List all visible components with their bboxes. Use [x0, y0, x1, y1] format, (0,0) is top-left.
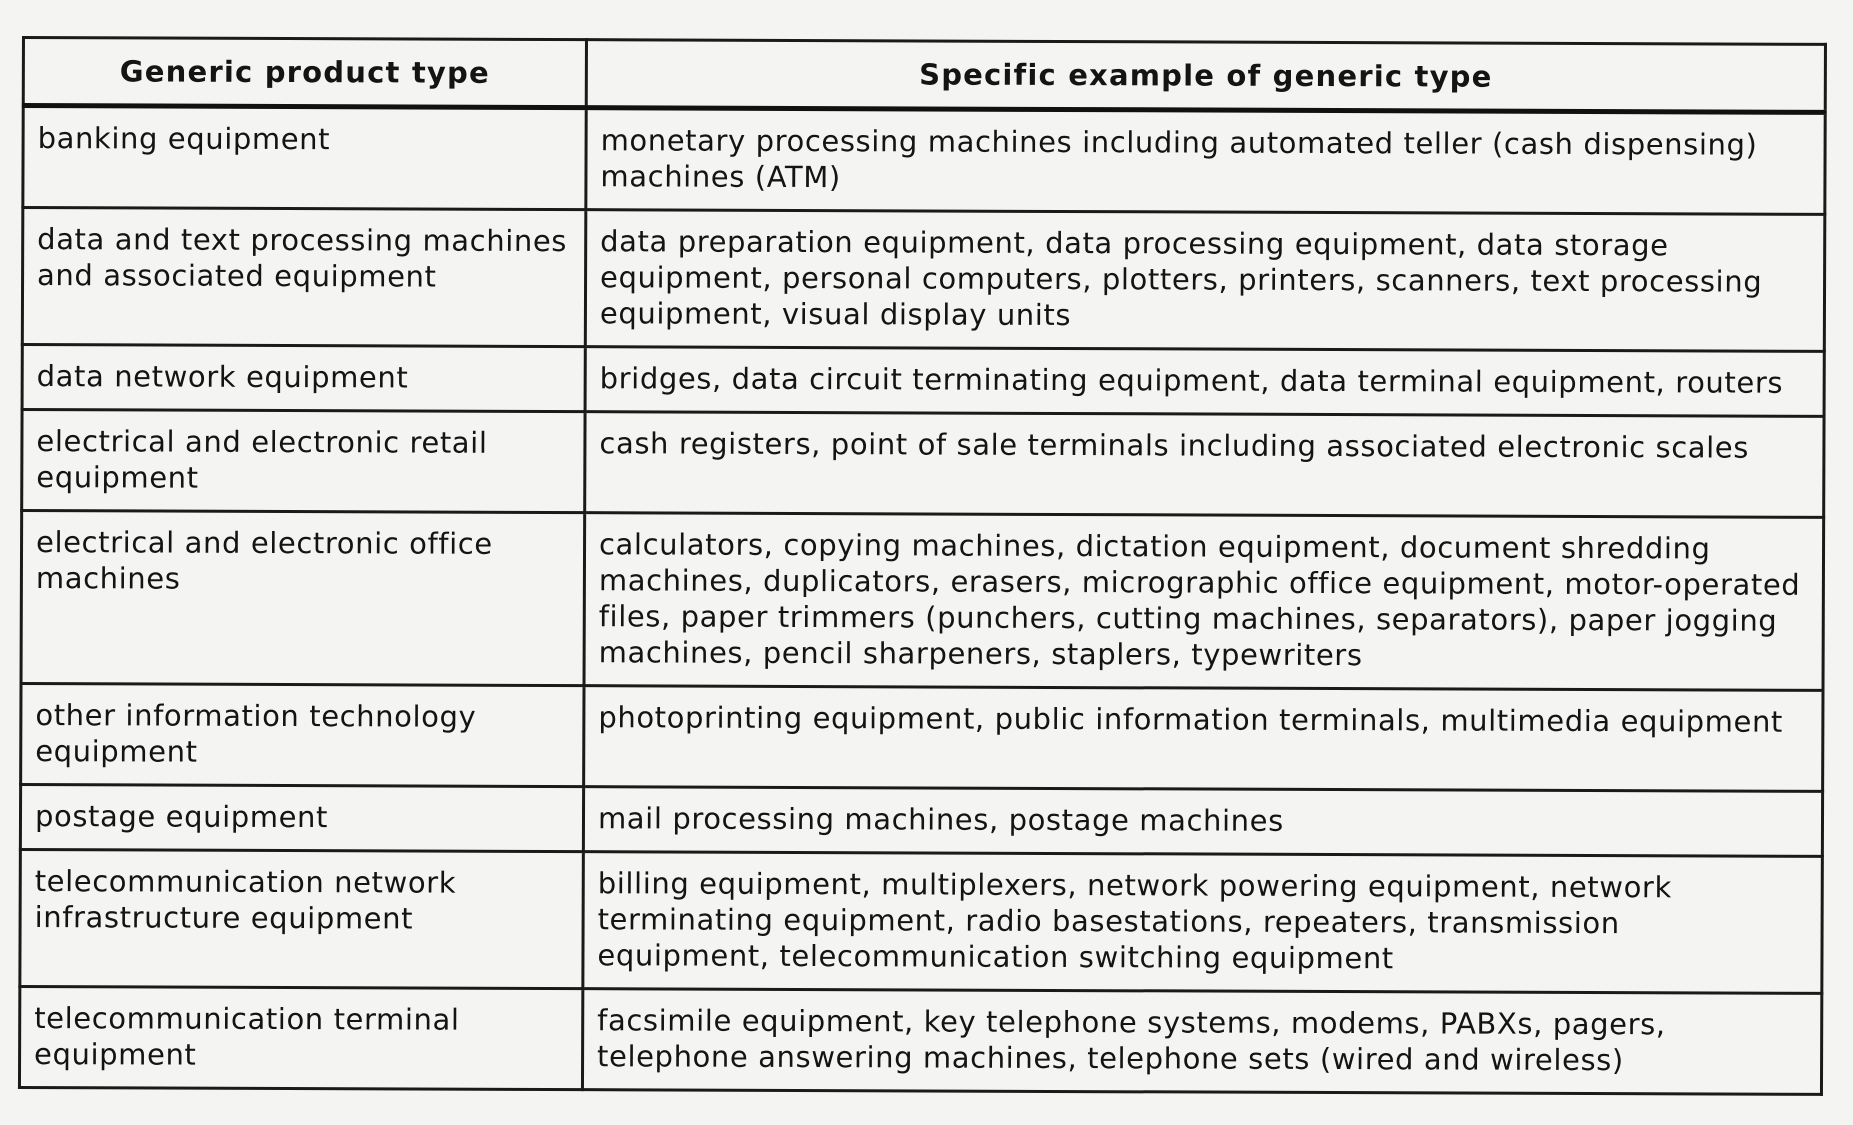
cell-line: facsimile equipment, key telephone systems, modems, PABXs, pagers,	[597, 1003, 1666, 1042]
header-generic-product-type: Generic product type	[23, 38, 586, 108]
table-row	[21, 684, 1823, 792]
cell-line: machines, duplicators, erasers, micrographic office equipment, motor-operated	[598, 563, 1801, 602]
generic-type-cell	[22, 410, 585, 513]
example-cell	[585, 210, 1825, 352]
cell-line: mail processing machines, postage machines	[597, 801, 1284, 838]
generic-type-cell	[20, 849, 584, 988]
cell-line: equipment, telecommunication switching equipment	[597, 938, 1394, 976]
cell-line: photoprinting equipment, public information terminals, multimedia equipment	[598, 700, 1784, 739]
generic-type-cell	[21, 511, 585, 686]
table-row	[22, 345, 1824, 417]
cell-line: monetary processing machines including automated teller (cash dispensing)	[600, 123, 1758, 162]
cell-line: equipment	[34, 1037, 197, 1072]
cell-line: electrical and electronic retail	[36, 424, 488, 460]
cell-line: electrical and electronic office	[35, 525, 493, 561]
table-row	[22, 410, 1824, 518]
cell-line: machines	[35, 561, 181, 596]
cell-line: data network equipment	[36, 359, 409, 395]
generic-type-cell	[20, 785, 583, 852]
example-cell	[585, 347, 1824, 417]
example-cell	[584, 686, 1823, 792]
cell-line: telephone answering machines, telephone sets (wired and wireless)	[597, 1039, 1624, 1078]
cell-line: equipment	[35, 734, 198, 769]
cell-line: machines, pencil sharpeners, staplers, typewriters	[598, 635, 1363, 673]
generic-type-cell	[22, 208, 586, 347]
cell-line: machines (ATM)	[600, 159, 841, 195]
product-type-table	[18, 36, 1827, 1096]
table-row	[19, 986, 1821, 1094]
cell-line: terminating equipment, radio basestations, repeaters, transmission	[597, 902, 1620, 941]
cell-line: equipment, visual display units	[599, 296, 1072, 333]
cell-line: infrastructure equipment	[34, 900, 414, 936]
header-row	[23, 38, 1825, 113]
cell-line: calculators, copying machines, dictation equipment, document shredding	[598, 527, 1711, 566]
cell-line: other information technology	[35, 698, 477, 734]
header-specific-example: Specific example of generic type	[586, 40, 1825, 113]
table-row	[20, 785, 1822, 857]
example-cell	[583, 787, 1822, 857]
cell-line: billing equipment, multiplexers, network powering equipment, network	[597, 866, 1672, 905]
table-row	[21, 511, 1824, 691]
cell-line: telecommunication network	[34, 864, 457, 900]
cell-line: equipment	[36, 460, 199, 495]
generic-type-cell	[21, 684, 584, 787]
cell-line: banking equipment	[37, 121, 331, 157]
example-cell	[583, 852, 1823, 994]
table-row	[22, 208, 1825, 352]
cell-line: cash registers, point of sale terminals including associated electronic scales	[599, 426, 1750, 465]
generic-type-cell	[22, 345, 585, 412]
generic-type-cell	[23, 106, 586, 210]
generic-type-cell	[19, 986, 582, 1089]
cell-line: bridges, data circuit terminating equipment, data terminal equipment, routers	[599, 361, 1784, 400]
cell-line: data preparation equipment, data processing equipment, data storage	[600, 224, 1669, 263]
cell-line: telecommunication terminal	[34, 1001, 460, 1037]
cell-line: files, paper trimmers (punchers, cutting machines, separators), paper jogging	[598, 599, 1778, 638]
example-cell	[585, 412, 1824, 518]
cell-line: postage equipment	[34, 799, 329, 835]
example-cell	[584, 513, 1824, 691]
cell-line: equipment, personal computers, plotters, printers, scanners, text processing	[600, 260, 1763, 299]
table-row	[23, 106, 1825, 215]
example-cell	[582, 989, 1821, 1095]
example-cell	[586, 108, 1825, 215]
table-row	[20, 849, 1823, 993]
cell-line: data and text processing machines	[37, 222, 568, 259]
cell-line: and associated equipment	[37, 258, 437, 294]
